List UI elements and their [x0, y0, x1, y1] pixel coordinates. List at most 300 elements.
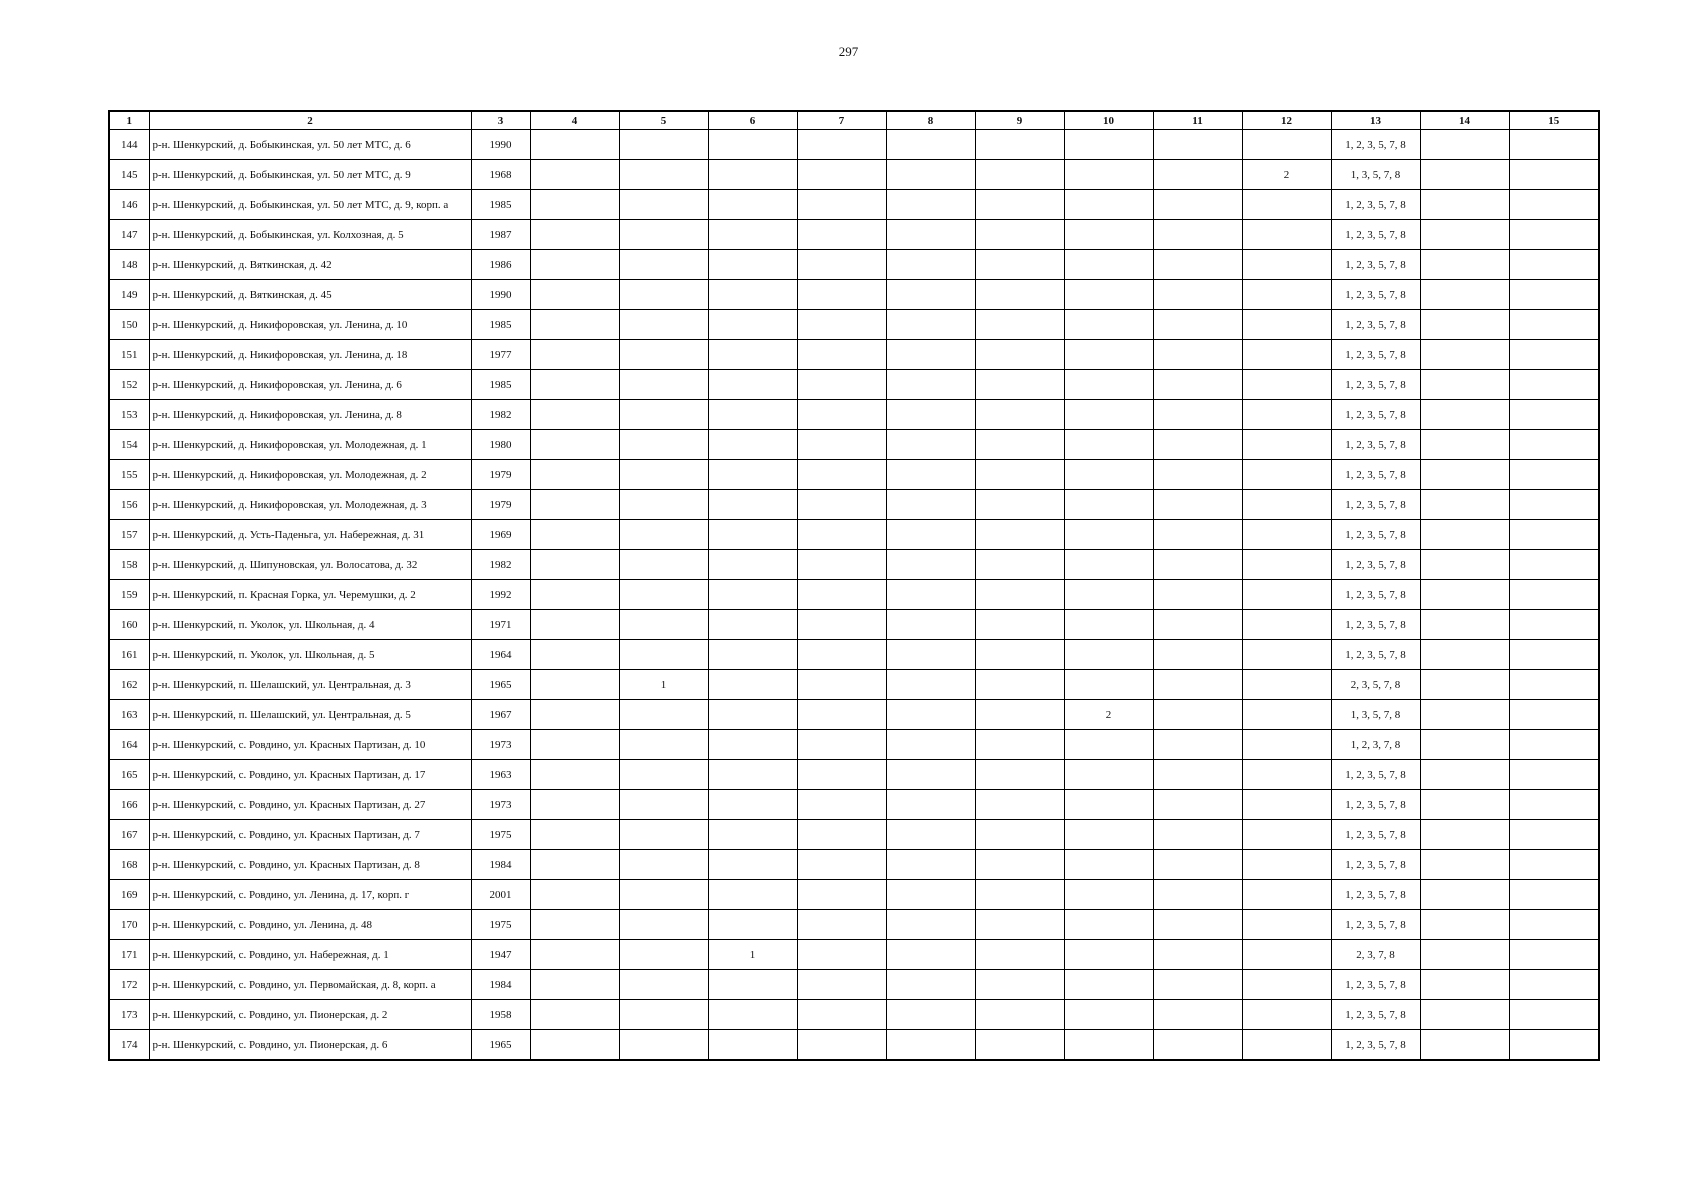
table-cell [975, 580, 1064, 610]
table-cell [1420, 730, 1509, 760]
address-cell: р-н. Шенкурский, с. Ровдино, ул. Красных Партизан, д. 27 [149, 790, 471, 820]
table-cell [797, 610, 886, 640]
table-cell [1153, 280, 1242, 310]
table-cell [708, 820, 797, 850]
table-row [109, 370, 1599, 400]
table-cell [975, 370, 1064, 400]
table-cell [797, 310, 886, 340]
table-cell [619, 640, 708, 670]
table-cell [797, 1030, 886, 1061]
table-cell: 2 [1242, 160, 1331, 190]
table-cell [886, 370, 975, 400]
table-cell [1153, 970, 1242, 1000]
address-cell: р-н. Шенкурский, д. Никифоровская, ул. Ленина, д. 18 [149, 340, 471, 370]
address-cell: р-н. Шенкурский, с. Ровдино, ул. Первомайская, д. 8, корп. а [149, 970, 471, 1000]
table-row [109, 940, 1599, 970]
table-body [109, 130, 1599, 1061]
table-cell [1242, 190, 1331, 220]
table-cell [1242, 880, 1331, 910]
table-cell: 2 [1064, 700, 1153, 730]
table-row [109, 610, 1599, 640]
table-cell [886, 940, 975, 970]
table-cell [708, 370, 797, 400]
year-cell: 2001 [471, 880, 530, 910]
table-cell [886, 1000, 975, 1030]
year-cell: 1979 [471, 490, 530, 520]
row-number-cell: 156 [109, 490, 149, 520]
row-number-cell: 163 [109, 700, 149, 730]
table-cell: 1, 2, 3, 5, 7, 8 [1331, 520, 1420, 550]
row-number-cell: 150 [109, 310, 149, 340]
table-cell [797, 1000, 886, 1030]
table-cell [1242, 280, 1331, 310]
table-cell [797, 400, 886, 430]
table-row [109, 250, 1599, 280]
table-cell [1420, 160, 1509, 190]
table-cell [1420, 130, 1509, 160]
table-cell [886, 610, 975, 640]
table-cell [1509, 730, 1599, 760]
table-cell [1420, 640, 1509, 670]
address-cell: р-н. Шенкурский, с. Ровдино, ул. Пионерская, д. 6 [149, 1030, 471, 1061]
table-cell [708, 760, 797, 790]
table-cell [1242, 400, 1331, 430]
row-number-cell: 159 [109, 580, 149, 610]
table-row [109, 850, 1599, 880]
row-number-cell: 169 [109, 880, 149, 910]
table-cell [975, 790, 1064, 820]
table-cell [1153, 610, 1242, 640]
table-cell [1509, 130, 1599, 160]
table-row [109, 970, 1599, 1000]
row-number-cell: 162 [109, 670, 149, 700]
table-cell [1509, 880, 1599, 910]
row-number-cell: 145 [109, 160, 149, 190]
year-cell: 1985 [471, 190, 530, 220]
table-cell [1064, 730, 1153, 760]
table-cell [797, 970, 886, 1000]
table-cell [619, 310, 708, 340]
table-cell [1153, 220, 1242, 250]
table-cell [1420, 400, 1509, 430]
table-cell [886, 250, 975, 280]
table-cell [530, 160, 619, 190]
address-cell: р-н. Шенкурский, с. Ровдино, ул. Набережная, д. 1 [149, 940, 471, 970]
table-cell [1153, 790, 1242, 820]
row-number-cell: 174 [109, 1030, 149, 1061]
table-cell [1509, 940, 1599, 970]
table-cell [1064, 220, 1153, 250]
address-cell: р-н. Шенкурский, д. Бобыкинская, ул. Колхозная, д. 5 [149, 220, 471, 250]
address-cell: р-н. Шенкурский, д. Шипуновская, ул. Волосатова, д. 32 [149, 550, 471, 580]
address-cell: р-н. Шенкурский, д. Вяткинская, д. 45 [149, 280, 471, 310]
table-row [109, 790, 1599, 820]
table-cell [619, 430, 708, 460]
table-cell [1242, 310, 1331, 340]
table-cell [886, 850, 975, 880]
table-cell [797, 730, 886, 760]
table-cell [1242, 250, 1331, 280]
table-cell [1509, 580, 1599, 610]
table-cell: 1, 2, 3, 5, 7, 8 [1331, 760, 1420, 790]
table-cell [886, 280, 975, 310]
table-cell: 1, 2, 3, 5, 7, 8 [1331, 580, 1420, 610]
table-cell [530, 610, 619, 640]
table-cell [1153, 820, 1242, 850]
table-row [109, 400, 1599, 430]
table-cell [1242, 910, 1331, 940]
table-cell: 1, 2, 3, 5, 7, 8 [1331, 910, 1420, 940]
row-number-cell: 144 [109, 130, 149, 160]
table-cell [797, 250, 886, 280]
table-cell [708, 190, 797, 220]
table-cell [975, 190, 1064, 220]
year-cell: 1963 [471, 760, 530, 790]
year-cell: 1990 [471, 130, 530, 160]
table-cell [708, 880, 797, 910]
table-cell [886, 670, 975, 700]
year-cell: 1965 [471, 670, 530, 700]
address-cell: р-н. Шенкурский, с. Ровдино, ул. Пионерская, д. 2 [149, 1000, 471, 1030]
table-cell [1420, 310, 1509, 340]
row-number-cell: 152 [109, 370, 149, 400]
table-cell [530, 490, 619, 520]
table-cell [708, 580, 797, 610]
table-cell [975, 820, 1064, 850]
table-cell [1064, 430, 1153, 460]
table-cell [708, 610, 797, 640]
table-cell [1420, 790, 1509, 820]
table-cell [1064, 670, 1153, 700]
table-row [109, 760, 1599, 790]
table-cell [1153, 700, 1242, 730]
table-cell [1509, 220, 1599, 250]
table-cell [530, 280, 619, 310]
table-cell [1509, 1000, 1599, 1030]
table-cell [1509, 610, 1599, 640]
table-cell [975, 550, 1064, 580]
table-cell [530, 370, 619, 400]
table-cell [530, 310, 619, 340]
table-cell [530, 460, 619, 490]
table-cell [886, 880, 975, 910]
table-cell [886, 190, 975, 220]
table-cell [1064, 340, 1153, 370]
table-cell: 1, 3, 5, 7, 8 [1331, 700, 1420, 730]
table-cell [975, 400, 1064, 430]
table-cell [1509, 190, 1599, 220]
table-cell [1153, 340, 1242, 370]
year-cell: 1982 [471, 550, 530, 580]
table-cell [619, 340, 708, 370]
table-cell [619, 610, 708, 640]
table-cell: 1, 2, 3, 5, 7, 8 [1331, 250, 1420, 280]
column-header-10: 10 [1064, 111, 1153, 130]
table-cell [530, 970, 619, 1000]
address-cell: р-н. Шенкурский, с. Ровдино, ул. Красных Партизан, д. 17 [149, 760, 471, 790]
table-cell [1509, 910, 1599, 940]
table-cell [975, 220, 1064, 250]
table-cell [1509, 790, 1599, 820]
table-cell [619, 280, 708, 310]
table-cell [1064, 280, 1153, 310]
column-header-2: 2 [149, 111, 471, 130]
table-row [109, 700, 1599, 730]
address-cell: р-н. Шенкурский, д. Бобыкинская, ул. 50 лет МТС, д. 6 [149, 130, 471, 160]
table-cell [886, 730, 975, 760]
table-cell [1509, 640, 1599, 670]
table-cell [1420, 670, 1509, 700]
table-cell [1153, 670, 1242, 700]
table-cell [1509, 760, 1599, 790]
address-cell: р-н. Шенкурский, п. Красная Горка, ул. Черемушки, д. 2 [149, 580, 471, 610]
table-cell [1153, 160, 1242, 190]
table-cell [1153, 310, 1242, 340]
row-number-cell: 151 [109, 340, 149, 370]
table-cell [619, 880, 708, 910]
table-cell [1420, 760, 1509, 790]
table-cell [797, 130, 886, 160]
table-cell: 1, 2, 3, 5, 7, 8 [1331, 790, 1420, 820]
year-cell: 1973 [471, 730, 530, 760]
table-cell [1064, 250, 1153, 280]
address-cell: р-н. Шенкурский, д. Никифоровская, ул. Молодежная, д. 1 [149, 430, 471, 460]
table-cell [530, 550, 619, 580]
table-cell [1509, 850, 1599, 880]
table-cell [1242, 370, 1331, 400]
table-cell [886, 790, 975, 820]
table-cell [1153, 1030, 1242, 1061]
table-cell [1153, 730, 1242, 760]
row-number-cell: 154 [109, 430, 149, 460]
year-cell: 1969 [471, 520, 530, 550]
address-cell: р-н. Шенкурский, с. Ровдино, ул. Красных Партизан, д. 8 [149, 850, 471, 880]
table-cell: 1, 2, 3, 5, 7, 8 [1331, 220, 1420, 250]
address-cell: р-н. Шенкурский, д. Бобыкинская, ул. 50 лет МТС, д. 9 [149, 160, 471, 190]
table-cell [1509, 670, 1599, 700]
table-cell [886, 910, 975, 940]
table-cell [708, 1000, 797, 1030]
address-cell: р-н. Шенкурский, п. Шелашский, ул. Центральная, д. 5 [149, 700, 471, 730]
table-cell [708, 670, 797, 700]
table-cell [1064, 130, 1153, 160]
column-header-6: 6 [708, 111, 797, 130]
table-cell [797, 550, 886, 580]
row-number-cell: 157 [109, 520, 149, 550]
column-header-3: 3 [471, 111, 530, 130]
table-cell [1064, 1030, 1153, 1061]
table-cell: 1, 2, 3, 5, 7, 8 [1331, 340, 1420, 370]
table-cell [530, 340, 619, 370]
table-cell [1420, 1030, 1509, 1061]
table-cell [530, 760, 619, 790]
table-cell [797, 520, 886, 550]
table-cell [797, 370, 886, 400]
table-cell [708, 910, 797, 940]
column-header-14: 14 [1420, 111, 1509, 130]
row-number-cell: 146 [109, 190, 149, 220]
year-cell: 1958 [471, 1000, 530, 1030]
table-cell [1064, 1000, 1153, 1030]
table-row [109, 340, 1599, 370]
table-cell [886, 220, 975, 250]
table-cell [1242, 670, 1331, 700]
year-cell: 1971 [471, 610, 530, 640]
table-cell [1420, 430, 1509, 460]
table-cell [1064, 640, 1153, 670]
table-cell [975, 430, 1064, 460]
table-cell [619, 970, 708, 1000]
table-cell [1153, 460, 1242, 490]
year-cell: 1992 [471, 580, 530, 610]
table-cell [1420, 1000, 1509, 1030]
table-cell [1242, 730, 1331, 760]
row-number-cell: 164 [109, 730, 149, 760]
column-header-11: 11 [1153, 111, 1242, 130]
table-row [109, 1000, 1599, 1030]
year-cell: 1975 [471, 820, 530, 850]
table-cell [708, 400, 797, 430]
address-cell: р-н. Шенкурский, с. Ровдино, ул. Красных Партизан, д. 10 [149, 730, 471, 760]
year-cell: 1987 [471, 220, 530, 250]
table-cell: 1, 2, 3, 5, 7, 8 [1331, 310, 1420, 340]
table-cell [619, 250, 708, 280]
table-cell [619, 520, 708, 550]
table-row [109, 880, 1599, 910]
table-cell [975, 1030, 1064, 1061]
table-cell: 1, 2, 3, 5, 7, 8 [1331, 820, 1420, 850]
table-cell [1509, 460, 1599, 490]
table-cell [975, 160, 1064, 190]
address-cell: р-н. Шенкурский, д. Усть-Паденьга, ул. Набережная, д. 31 [149, 520, 471, 550]
table-cell [1242, 550, 1331, 580]
table-cell [886, 700, 975, 730]
table-cell [1064, 910, 1153, 940]
table-cell [619, 580, 708, 610]
table-cell [619, 220, 708, 250]
table-cell [1064, 850, 1153, 880]
address-cell: р-н. Шенкурский, д. Никифоровская, ул. Ленина, д. 6 [149, 370, 471, 400]
table-cell [797, 760, 886, 790]
column-header-15: 15 [1509, 111, 1599, 130]
table-cell [886, 310, 975, 340]
table-cell [708, 790, 797, 820]
table-row [109, 160, 1599, 190]
table-cell [1242, 820, 1331, 850]
table-cell [530, 520, 619, 550]
page-number: 297 [838, 44, 859, 59]
table-cell [797, 820, 886, 850]
table-cell [1242, 940, 1331, 970]
table-cell [1420, 460, 1509, 490]
table-cell [1064, 610, 1153, 640]
table-cell [1509, 310, 1599, 340]
table-cell [530, 220, 619, 250]
table-cell [975, 760, 1064, 790]
table-cell [530, 790, 619, 820]
table-cell [797, 220, 886, 250]
table-cell [619, 820, 708, 850]
row-number-cell: 166 [109, 790, 149, 820]
year-cell: 1985 [471, 370, 530, 400]
table-cell: 1, 2, 3, 5, 7, 8 [1331, 640, 1420, 670]
table-cell [1242, 1030, 1331, 1061]
table-cell [708, 310, 797, 340]
row-number-cell: 158 [109, 550, 149, 580]
table-row [109, 280, 1599, 310]
table-cell [1509, 340, 1599, 370]
table-cell [1153, 910, 1242, 940]
table-cell [1153, 190, 1242, 220]
table-row [109, 640, 1599, 670]
table-cell [619, 700, 708, 730]
row-number-cell: 172 [109, 970, 149, 1000]
row-number-cell: 168 [109, 850, 149, 880]
table-cell [975, 910, 1064, 940]
table-cell [797, 790, 886, 820]
table-cell [975, 700, 1064, 730]
table-cell [530, 940, 619, 970]
table-row [109, 310, 1599, 340]
table-cell: 1, 2, 3, 7, 8 [1331, 730, 1420, 760]
table-cell [886, 430, 975, 460]
table-cell: 1, 2, 3, 5, 7, 8 [1331, 460, 1420, 490]
table-cell [530, 1030, 619, 1061]
table-cell: 2, 3, 7, 8 [1331, 940, 1420, 970]
table-row [109, 220, 1599, 250]
table-cell [1064, 550, 1153, 580]
table-cell: 1, 2, 3, 5, 7, 8 [1331, 430, 1420, 460]
table-cell [1420, 550, 1509, 580]
table-cell [975, 250, 1064, 280]
table-cell [1242, 970, 1331, 1000]
table-cell [1509, 160, 1599, 190]
table-cell [797, 160, 886, 190]
table-cell [1064, 790, 1153, 820]
table-cell [1420, 220, 1509, 250]
table-cell [975, 520, 1064, 550]
row-number-cell: 170 [109, 910, 149, 940]
table-row [109, 670, 1599, 700]
table-row [109, 550, 1599, 580]
table-cell [886, 820, 975, 850]
table-cell [1420, 850, 1509, 880]
table-cell [530, 730, 619, 760]
table-cell [1420, 190, 1509, 220]
address-cell: р-н. Шенкурский, с. Ровдино, ул. Ленина, д. 17, корп. г [149, 880, 471, 910]
table-cell [619, 760, 708, 790]
table-cell [708, 850, 797, 880]
table-cell [797, 340, 886, 370]
table-cell [530, 130, 619, 160]
table-cell [1242, 1000, 1331, 1030]
table-cell [886, 160, 975, 190]
table-cell [975, 340, 1064, 370]
table-cell [530, 190, 619, 220]
table-cell [1153, 760, 1242, 790]
table-cell [1242, 700, 1331, 730]
table-cell [1153, 880, 1242, 910]
table-cell [1420, 520, 1509, 550]
table-cell [530, 250, 619, 280]
table-cell [1509, 700, 1599, 730]
table-cell [619, 940, 708, 970]
table-cell [1153, 130, 1242, 160]
address-cell: р-н. Шенкурский, п. Шелашский, ул. Центральная, д. 3 [149, 670, 471, 700]
table-cell [619, 490, 708, 520]
table-cell [708, 520, 797, 550]
table-cell [708, 730, 797, 760]
